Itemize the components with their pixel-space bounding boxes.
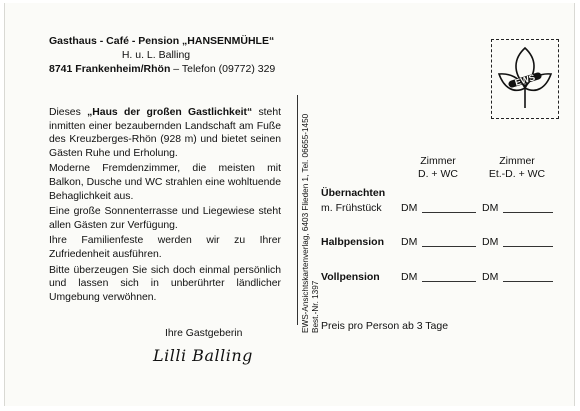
- signature: Lilli Balling: [153, 346, 253, 365]
- currency-label: DM: [401, 202, 418, 214]
- intro-quote: „Haus der großen Gastlichkeit“: [87, 107, 253, 118]
- phone: – Telefon (09772) 329: [173, 63, 276, 75]
- column-header-room-floor-shower: [477, 155, 557, 181]
- publisher-line-2: Best.-Nr. 1397: [311, 280, 320, 333]
- invitation-paragraph: Bitte überzeugen Sie sich doch einmal persönlich und lassen sich in unberührter ländlicher Umgebung verwöhnen.: [49, 264, 281, 303]
- price-blank-line: [422, 246, 476, 247]
- events-paragraph: Ihre Familienfeste werden wir zu Ihrer Zufriedenheit ausführen.: [49, 235, 281, 260]
- col1-line2: D. + WC: [418, 168, 458, 180]
- ews-logo-text: EWS: [513, 72, 537, 88]
- terrace-paragraph: Eine große Sonnenterrasse und Liegewiese steht allen Gästen zur Verfügung.: [49, 206, 281, 231]
- currency-label: DM: [401, 271, 418, 283]
- stamp-box: [491, 39, 559, 119]
- postcard-back: [4, 3, 575, 406]
- row-label-breakfast: m. Frühstück: [321, 202, 382, 214]
- leaf-emblem-icon: [492, 40, 558, 118]
- rooms-paragraph: Moderne Fremdenzimmer, die meisten mit Balkon, Dusche und WC strahlen eine wohltuende Behaglichkeit aus.: [49, 163, 281, 202]
- publisher-imprint: [301, 114, 321, 333]
- price-blank-line: [503, 246, 553, 247]
- intro-rest: steht inmitten einer bezaubernden Landschaft am Fuße des Kreuzberges-Rhön (928 m) und bietet seinen Gästen Ruhe und Erholung.: [49, 107, 281, 159]
- col2-line2: Et.-D. + WC: [488, 168, 546, 180]
- column-header-room-shower: [398, 155, 478, 181]
- owner-names: H. u. L. Balling: [121, 49, 191, 61]
- row-label-overnight: Übernachten: [321, 187, 386, 199]
- greeting: Ihre Gastgeberin: [165, 328, 243, 339]
- currency-label: DM: [482, 271, 499, 283]
- price-footnote: Preis pro Person ab 3 Tage: [321, 320, 449, 332]
- vertical-divider: [297, 95, 298, 325]
- price-blank-line: [503, 212, 553, 213]
- price-blank-line: [503, 281, 553, 282]
- description-text: [49, 106, 281, 306]
- row-label-full-board: Vollpension: [321, 271, 380, 283]
- price-blank-line: [422, 281, 476, 282]
- address-line: [49, 62, 289, 76]
- currency-label: DM: [482, 202, 499, 214]
- intro-paragraph: [49, 106, 281, 160]
- letterhead: [49, 34, 289, 76]
- col1-line1: Zimmer: [420, 155, 456, 167]
- address: 8741 Frankenheim/Rhön: [49, 63, 171, 75]
- intro-prefix: Dieses: [49, 107, 88, 118]
- col2-line1: Zimmer: [499, 155, 535, 167]
- publisher-line-1: EWS-Ansichtskartenverlag, 6403 Flieden 1, Tel. 06655-1450: [301, 113, 310, 333]
- price-blank-line: [422, 212, 476, 213]
- row-label-half-board: Halbpension: [321, 236, 385, 248]
- currency-label: DM: [482, 236, 499, 248]
- currency-label: DM: [401, 236, 418, 248]
- business-name: Gasthaus - Café - Pension „HANSENMÜHLE“: [49, 35, 275, 47]
